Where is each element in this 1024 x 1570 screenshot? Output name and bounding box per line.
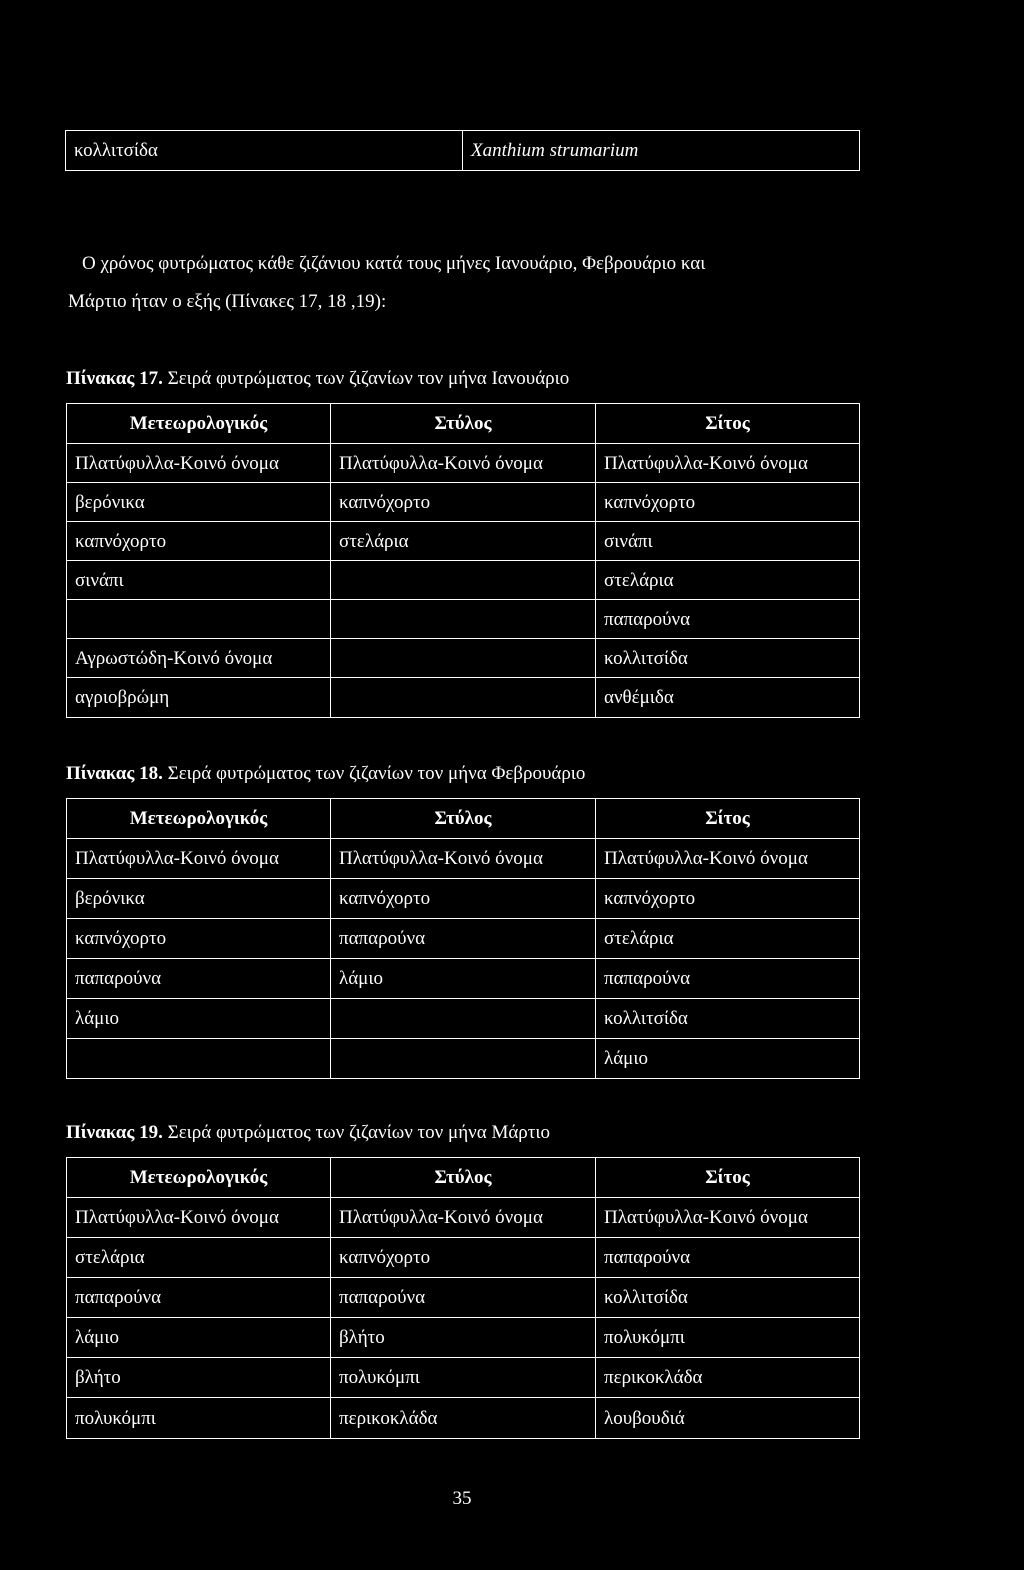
table18-cell: λάμιο <box>67 999 331 1039</box>
table18-row <box>67 879 860 919</box>
table18-header-row <box>67 799 860 839</box>
table19-row <box>67 1358 860 1398</box>
table17-header-cell: Σίτος <box>596 404 860 444</box>
table18-cell: λάμιο <box>596 1039 860 1079</box>
table18-row <box>67 839 860 879</box>
table18-title: Σειρά φυτρώματος των ζιζανίων τον μήνα Φεβρουάριο <box>162 763 586 784</box>
table18-header-cell: Μετεωρολογικός <box>67 799 331 839</box>
table18-cell: καπνόχορτο <box>596 879 860 919</box>
table17-cell: καπνόχορτο <box>67 522 331 561</box>
table19 <box>66 1157 860 1439</box>
table17-cell <box>331 639 596 678</box>
table19-cell: καπνόχορτο <box>331 1238 596 1278</box>
table18-cell: βερόνικα <box>67 879 331 919</box>
table17-header-row <box>67 404 860 444</box>
table18-row <box>67 999 860 1039</box>
table19-row <box>67 1238 860 1278</box>
table19-cell: λουβουδιά <box>596 1398 860 1439</box>
table19-cell: πολυκόμπι <box>596 1318 860 1358</box>
table18-row <box>67 959 860 999</box>
table17-cell: ανθέμιδα <box>596 678 860 718</box>
table17-cell: στελάρια <box>596 561 860 600</box>
table17-row <box>67 678 860 718</box>
table18-cell: Πλατύφυλλα-Κοινό όνομα <box>331 839 596 879</box>
intro-paragraph <box>82 245 705 283</box>
table18-header-cell: Σίτος <box>596 799 860 839</box>
table19-cell: περικοκλάδα <box>331 1398 596 1439</box>
page-number: 35 <box>452 1488 472 1509</box>
intro-line-1: Ο χρόνος φυτρώματος κάθε ζιζάνιου κατά τους μήνες Ιανουάριο, Φεβρουάριο και <box>82 253 706 274</box>
table17-cell: αγριοβρώμη <box>67 678 331 718</box>
table17-cell: Πλατύφυλλα-Κοινό όνομα <box>331 444 596 483</box>
table17-row <box>67 561 860 600</box>
table19-cell: παπαρούνα <box>67 1278 331 1318</box>
table18-cell <box>67 1039 331 1079</box>
table18-cell <box>331 999 596 1039</box>
table18-cell: παπαρούνα <box>67 959 331 999</box>
table17-cell: σινάπι <box>596 522 860 561</box>
table19-cell: πολυκόμπι <box>331 1358 596 1398</box>
table18-cell: παπαρούνα <box>596 959 860 999</box>
table18-cell: Πλατύφυλλα-Κοινό όνομα <box>67 839 331 879</box>
table17-cell <box>331 600 596 639</box>
table19-row <box>67 1278 860 1318</box>
table18-row <box>67 919 860 959</box>
table17-cell: σινάπι <box>67 561 331 600</box>
table19-cell: βλήτο <box>331 1318 596 1358</box>
table19-cell: Πλατύφυλλα-Κοινό όνομα <box>331 1198 596 1238</box>
table19-header-row <box>67 1158 860 1198</box>
table17-cell: στελάρια <box>331 522 596 561</box>
table17-cell: καπνόχορτο <box>331 483 596 522</box>
table17-cell <box>331 678 596 718</box>
table18-header-cell: Στύλος <box>331 799 596 839</box>
table19-cell: στελάρια <box>67 1238 331 1278</box>
table18-row <box>67 1039 860 1079</box>
table18-cell: στελάρια <box>596 919 860 959</box>
table17-row <box>67 483 860 522</box>
table18 <box>66 798 860 1079</box>
table19-cell: περικοκλάδα <box>596 1358 860 1398</box>
table17-title: Σειρά φυτρώματος των ζιζανίων τον μήνα Ιανουάριο <box>162 368 570 389</box>
table17-row <box>67 444 860 483</box>
table19-row <box>67 1398 860 1439</box>
table19-row <box>67 1318 860 1358</box>
table19-header-cell: Στύλος <box>331 1158 596 1198</box>
table17-cell: Πλατύφυλλα-Κοινό όνομα <box>67 444 331 483</box>
table17-cell: καπνόχορτο <box>596 483 860 522</box>
table17-cell <box>331 561 596 600</box>
table19-cell: πολυκόμπι <box>67 1398 331 1439</box>
table17-caption <box>66 368 569 390</box>
table19-title: Σειρά φυτρώματος των ζιζανίων τον μήνα Μάρτιο <box>162 1122 551 1143</box>
table18-cell: λάμιο <box>331 959 596 999</box>
table17-row <box>67 522 860 561</box>
table19-header-cell: Μετεωρολογικός <box>67 1158 331 1198</box>
table17-cell: βερόνικα <box>67 483 331 522</box>
common-name-cell: κολλιτσίδα <box>66 131 463 171</box>
table18-cell: παπαρούνα <box>331 919 596 959</box>
table17-label: Πίνακας 17. <box>66 368 163 389</box>
table17-header-cell: Στύλος <box>331 404 596 444</box>
table17-row <box>67 600 860 639</box>
table17-cell <box>67 600 331 639</box>
table18-cell: Πλατύφυλλα-Κοινό όνομα <box>596 839 860 879</box>
scientific-name-cell: Xanthium strumarium <box>463 131 860 171</box>
table19-cell: Πλατύφυλλα-Κοινό όνομα <box>67 1198 331 1238</box>
table19-row <box>67 1198 860 1238</box>
table19-cell: παπαρούνα <box>596 1238 860 1278</box>
table18-label: Πίνακας 18. <box>66 763 163 784</box>
table17 <box>66 403 860 718</box>
table19-cell: βλήτο <box>67 1358 331 1398</box>
table17-cell: Πλατύφυλλα-Κοινό όνομα <box>596 444 860 483</box>
table18-cell <box>331 1039 596 1079</box>
table19-cell: κολλιτσίδα <box>596 1278 860 1318</box>
top-species-table <box>65 130 860 171</box>
intro-paragraph-line2 <box>68 283 386 321</box>
intro-line-2: Μάρτιο ήταν ο εξής (Πίνακες 17, 18 ,19): <box>68 291 387 312</box>
table18-caption <box>66 763 585 785</box>
table19-label: Πίνακας 19. <box>66 1122 163 1143</box>
table19-header-cell: Σίτος <box>596 1158 860 1198</box>
table19-cell: λάμιο <box>67 1318 331 1358</box>
table17-row <box>67 639 860 678</box>
table18-cell: κολλιτσίδα <box>596 999 860 1039</box>
table17-cell: παπαρούνα <box>596 600 860 639</box>
table18-cell: καπνόχορτο <box>67 919 331 959</box>
table19-cell: παπαρούνα <box>331 1278 596 1318</box>
table19-cell: Πλατύφυλλα-Κοινό όνομα <box>596 1198 860 1238</box>
table18-cell: καπνόχορτο <box>331 879 596 919</box>
table19-caption <box>66 1122 550 1144</box>
table17-cell: Αγρωστώδη-Κοινό όνομα <box>67 639 331 678</box>
table17-header-cell: Μετεωρολογικός <box>67 404 331 444</box>
table17-cell: κολλιτσίδα <box>596 639 860 678</box>
